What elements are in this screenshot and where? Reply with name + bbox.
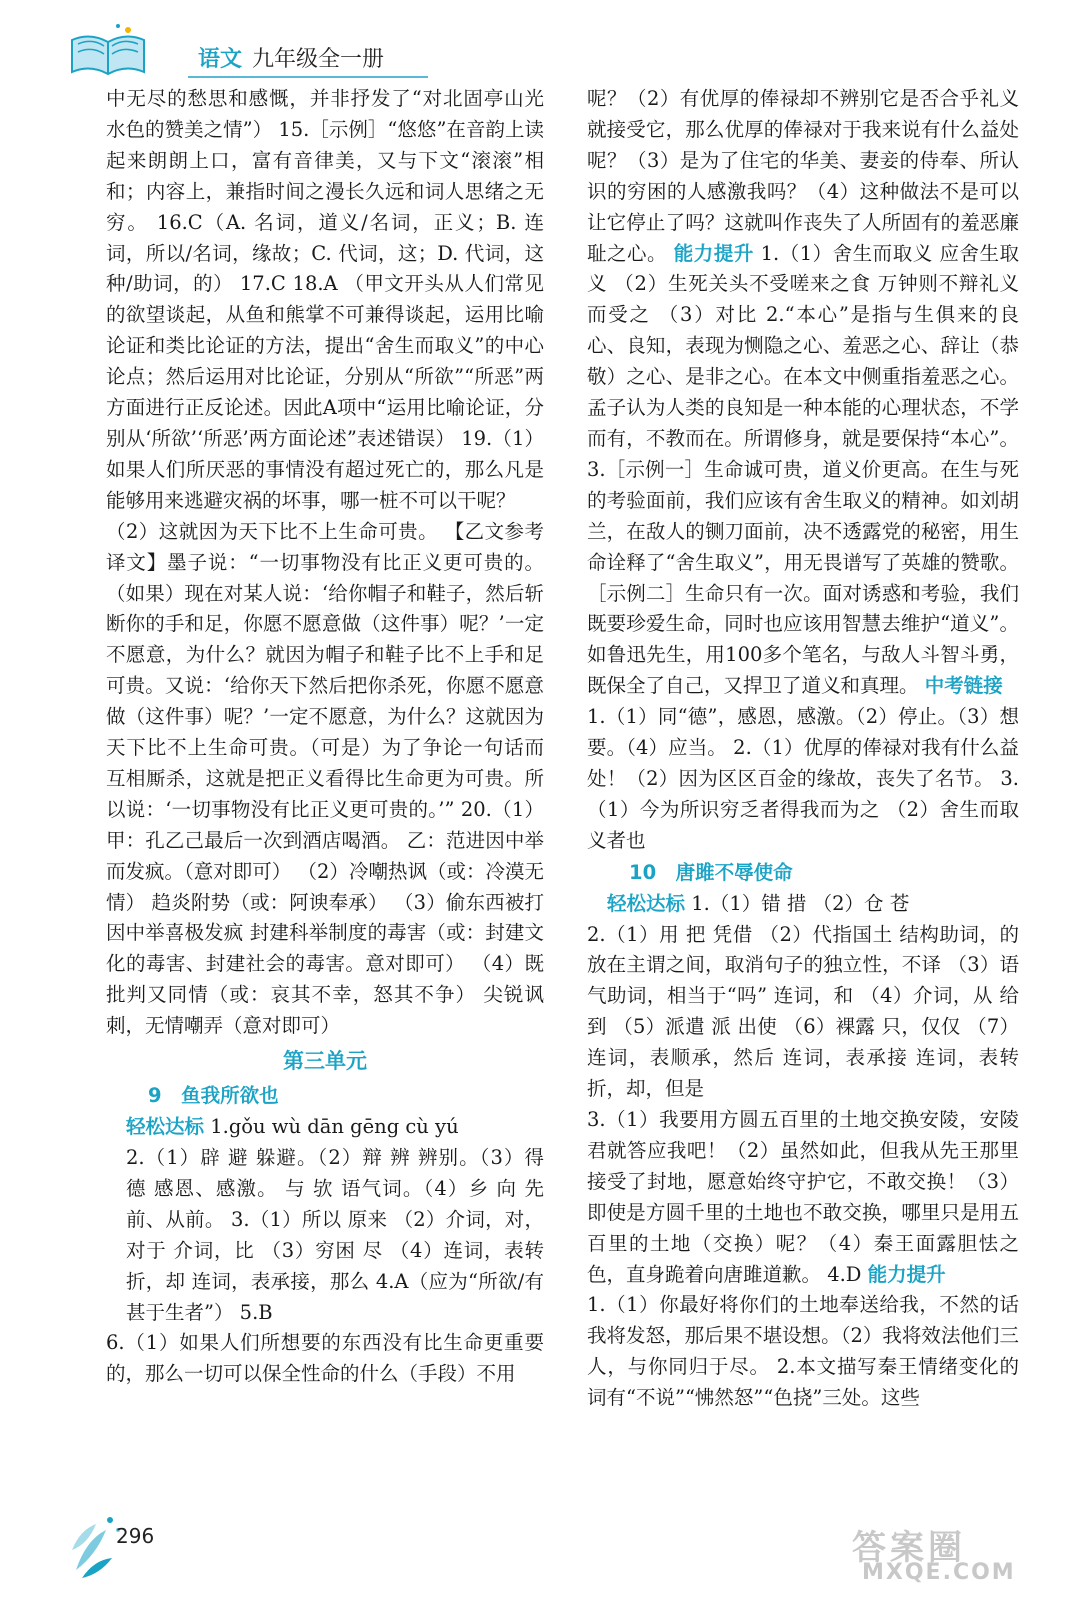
answer-paragraph: 1.（1）你最好将你们的土地奉送给我，不然的话我将发怒，那后果不堪设想。（2）我将效法他们三人，与你同归于尽。 2.本文描写秦王情绪变化的词有“不说”“怫然怒”“色挠”三处。这些 <box>587 1293 1019 1410</box>
answer-text: 1.（1）错 措 （2）仓 苍 <box>685 891 910 915</box>
answer-text: 3.（1）我要用方圆五百里的土地交换安陵，安陵君就答应我吧！（2）虽然如此，但我从先王那里接受了封地，愿意始终守护它，不敢交换！（3）即使是方圆千里的土地也不敢交换，哪里只是用五百里的土地（交换）呢？（4）秦王面露胆怯之色，直身跪着向唐雎道歉。 4.D <box>587 1108 1019 1286</box>
unit-title: 第三单元 <box>283 1049 367 1074</box>
section-keyword: 轻松达标 <box>126 1115 205 1139</box>
answer-text: 1.（1）舍生而取义 应舍生取义 （2）生死关头不受嗟来之食 万钟则不辩礼义而受之 （3）对比 2.“本心”是指与生俱来的良心、良知，表现为恻隐之心、羞恶之心、辞让（恭敬）之心、是非之心。在本文中侧重指羞恶之心。孟子认为人类的良知是一种本能的心理状态，不学而有，不教而在。所谓修身，就是要保持“本心”。 3.［示例一］生命诚可贵，道义价更高。在生与死的考验面前，我们应该有舍生取义的精神。如刘胡兰，在敌人的铡刀面前，决不透露党的秘密，用生命诠释了“舍生取义”，用无畏谱写了英雄的赞歌。［示例二］生命只有一次。面对诱惑和考验，我们既要珍爱生命，同时也应该用智慧去维护“道义”。如鲁迅先生，用100多个笔名，与敌人斗智斗勇，既保全了自己，又捍卫了道义和真理。 <box>587 241 1019 698</box>
lesson-title: 10 唐雎不辱使命 <box>629 860 793 884</box>
answer-paragraph <box>587 84 1019 702</box>
watermark-text: 答案圈 <box>852 1528 966 1568</box>
right-column <box>587 84 1019 1414</box>
answer-text: 呢？（2）有优厚的俸禄却不辨别它是否合乎礼义就接受它，那么优厚的俸禄对于我来说有什么益处呢？（3）是为了住宅的华美、妻妾的侍奉、所认识的穷困的人感激我吗？（4）这种做法不是可以让它停止了吗？这就叫作丧失了人所固有的羞恶廉耻之心。 <box>587 87 1019 265</box>
answer-paragraph: 1.（1）同“德”，感恩，感激。（2）停止。（3）想要。（4）应当。 2.（1）优厚的俸禄对我有什么益处！（2）因为区区百金的缘故，丧失了名节。 3.（1）今为所识穷乏者得我而为之 （2）舍生而取义者也 <box>587 705 1019 852</box>
section-keyword: 中考链接 <box>924 674 1003 698</box>
answer-paragraph: 2.（1）用 把 凭借 （2）代指国土 结构助词，的 放在主谓之间，取消句子的独立性，不译 （3）语气助词，相当于“吗” 连词，和 （4）介词，从 给 到 （5）派遣 派 出使 （6）裸露 只，仅仅 （7）连词，表顺承，然后 连词，表承接 连词，表转折，却，但是 <box>587 922 1019 1101</box>
watermark-url: MXQE.COM <box>862 1560 1016 1585</box>
answer-paragraph <box>587 889 1019 920</box>
answer-paragraph: （2）这就因为天下比不上生命可贵。 【乙文参考译文】墨子说：“一切事物没有比正义更可贵的。（如果）现在对某人说：‘给你帽子和鞋子，然后斩断你的手和足，你愿不愿意做（这件事）呢？’一定不愿意，为什么？就因为帽子和鞋子比不上手和足可贵。又说：‘给你天下然后把你杀死，你愿不愿意做（这件事）呢？’一定不愿意，为什么？这就因为天下比不上生命可贵。（可是）为了争论一句话而互相厮杀，这就是把正义看得比生命更为可贵。所以说：‘一切事物没有比正义更可贵的。’” 20.（1）甲：孔乙己最后一次到酒店喝酒。 乙：范进因中举而发疯。（意对即可） （2）冷嘲热讽（或：冷漠无情） 趋炎附势（或：阿谀奉承） （3）偷东西被打 因中举喜极发疯 封建科举制度的毒害（或：封建文化的毒害、封建社会的毒害。意对即可） （4）既批判又同情（或：哀其不幸，怒其不争） 尖锐讽刺，无情嘲弄（意对即可） <box>106 519 544 1038</box>
header-divider <box>188 76 428 78</box>
answer-paragraph: 6.（1）如果人们所想要的东西没有比生命更重要的，那么一切可以保全性命的什么（手段）不用 <box>106 1331 544 1386</box>
section-keyword: 轻松达标 <box>607 891 686 915</box>
page-header <box>60 18 1020 80</box>
section-keyword: 能力提升 <box>673 241 754 265</box>
watermark <box>852 1520 1032 1590</box>
grade-label: 九年级全一册 <box>252 47 385 72</box>
open-book-icon <box>68 22 148 78</box>
left-column <box>106 84 544 1390</box>
page-number: 296 <box>116 1524 155 1548</box>
answer-paragraph: 中无尽的愁思和感慨，并非抒发了“对北固亭山光水色的赞美之情”） 15.［示例］“悠悠”在音韵上读起来朗朗上口，富有音律美，又与下文“滚滚”相和；内容上，兼指时间之漫长久远和词人思绪之无穷。 16.C（A. 名词，道义/名词，正义；B. 连词，所以/名词，缘故；C. 代词，这；D. 代词，这种/助词，的） 17.C 18.A （甲文开头从人们常见的欲望谈起，从鱼和熊掌不可兼得谈起，运用比喻论证和类比论证的方法，提出“舍生而取义”的中心论点；然后运用对比论证，分别从“所欲”“所恶”两方面进行正反论述。因此A项中“运用比喻论证，分别从‘所欲’‘所恶’两方面论述”表述错误） 19.（1）如果人们所厌恶的事情没有超过死亡的，那么凡是能够用来逃避灾祸的坏事，哪一桩不可以干呢？ <box>106 87 544 512</box>
section-keyword: 能力提升 <box>867 1262 946 1286</box>
subject-label: 语文 <box>198 47 243 72</box>
lesson-title: 9 鱼我所欲也 <box>148 1084 279 1108</box>
answer-paragraph: 2.（1）辟 避 躲避。（2）辩 辨 辨别。（3）得 德 感恩、感激。 与 欤 语气词。（4）乡 向 先前、从前。 3.（1）所以 原来 （2）介词，对，对于 介词，比 （3）穷困 尽 （4）连词，表转折，却 连词，表承接，那么 4.A（应为“所欲/有甚于生者”） 5.B <box>126 1146 544 1324</box>
answer-paragraph <box>587 1105 1019 1290</box>
answer-text: 1.gǒu wù dān gēng cù yú <box>204 1115 459 1139</box>
answer-paragraph <box>106 1112 544 1143</box>
